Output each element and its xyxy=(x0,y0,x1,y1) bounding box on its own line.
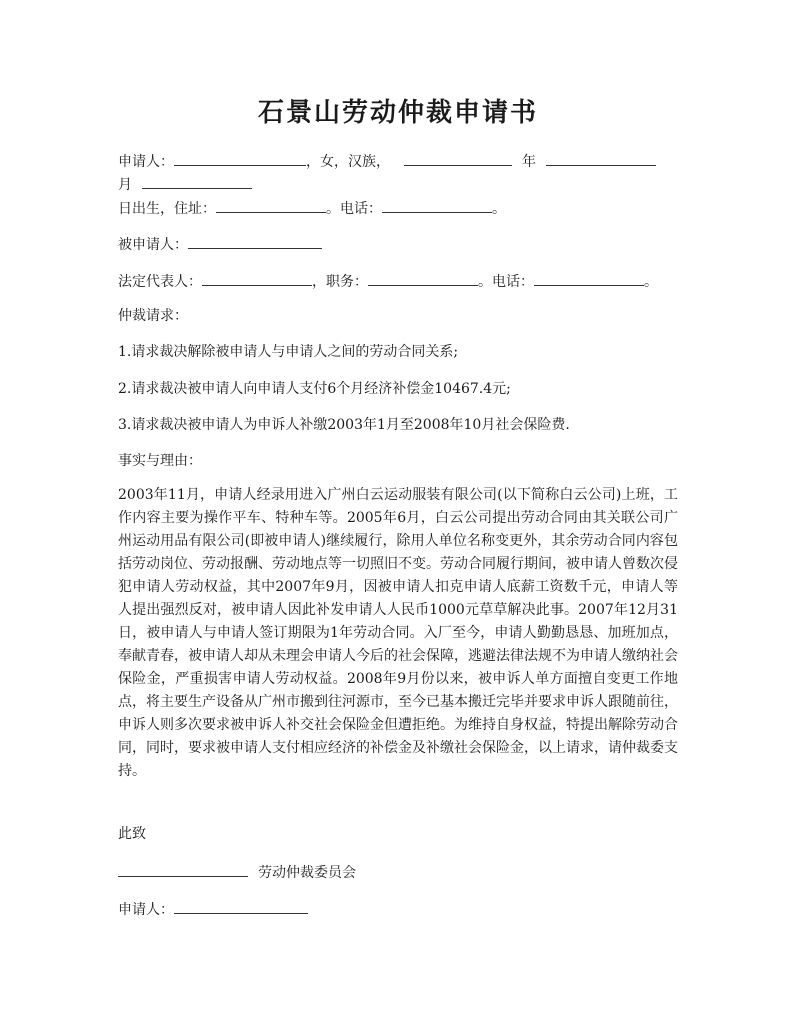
year-label: 年 xyxy=(522,154,536,170)
committee-line xyxy=(118,861,356,883)
position-label: ，职务： xyxy=(312,274,368,290)
signer-line xyxy=(118,898,308,920)
respondent-label: 被申请人： xyxy=(118,237,188,253)
legal-rep-line xyxy=(118,270,658,292)
birth-address-label: 日出生，住址： xyxy=(118,201,216,217)
claim-item: 3.请求裁决被申请人为申诉人补缴2003年1月至2008年10月社会保险费. xyxy=(118,417,570,433)
closing-to: 此致 xyxy=(118,826,146,842)
period: 。 xyxy=(644,274,658,290)
facts-body: 2003年11月，申请人经录用进入广州白云运动服装有限公司(以下简称白云公司)上班，工作内容主要为操作平车、特种车等。2005年6月，白云公司提出劳动合同由其关联公司广州运动用品有限公司(即被申请人)继续履行，除用人单位名称变更外，其余劳动合同内容包括劳动岗位、劳动报酬、劳动地点等一切照旧不变。劳动合同履行期间，被申请人曾数次侵犯申请人劳动权益，其中2007年9月，因被申请人扣克申请人底薪工资数千元，申请人等人提出强烈反对，被申请人因此补发申请人人民币1000元草草解决此事。2007年12月31日，被申请人与申请人签订期限为1年劳动合同。入厂至今，申请人勤勤恳恳、加班加点，奉献青春，被申请人却从未理会申请人今后的社会保障，逃避法律法规不为申请人缴纳社会保险金，严重损害申请人劳动权益。2008年9月份以来，被申诉人单方面擅自变更工作地点，将主要生产设备从广州市搬到往河源市，至今已基本搬迁完毕并要求申诉人跟随前往，申诉人则多次要求被申诉人补交社会保险金但遭拒绝。为维持自身权益，特提出解除劳动合同，同时，要求被申请人支付相应经济的补偿金及补缴社会保险金，以上请求，请仲裁委支持。 xyxy=(118,487,678,779)
committee-label: 劳动仲裁委员会 xyxy=(258,865,356,881)
period: 。 xyxy=(492,201,506,217)
applicant-line-2 xyxy=(118,173,252,195)
address-blank xyxy=(216,197,326,213)
legal-rep-label: 法定代表人： xyxy=(118,274,202,290)
facts-heading: 事实与理由： xyxy=(118,453,202,469)
applicant-gender: ，女，汉族， xyxy=(306,154,390,170)
birth-year-blank xyxy=(404,150,512,166)
claim-item: 1.请求裁决解除被申请人与申请人之间的劳动合同关系; xyxy=(118,344,459,360)
applicant-phone-label: 。电话： xyxy=(326,201,382,217)
applicant-phone-blank xyxy=(382,197,492,213)
month-label: 月 xyxy=(118,177,132,193)
document-title: 石景山劳动仲裁申请书 xyxy=(257,98,538,128)
legal-rep-phone-blank xyxy=(534,270,644,286)
claims-heading: 仲裁请求： xyxy=(118,308,188,324)
legal-rep-blank xyxy=(202,270,312,286)
applicant-line-3 xyxy=(118,197,506,219)
legal-rep-phone-label: 。电话： xyxy=(478,274,534,290)
signer-blank xyxy=(174,898,308,914)
birth-day-blank xyxy=(142,173,252,189)
committee-blank xyxy=(118,861,248,877)
birth-month-blank xyxy=(546,150,656,166)
position-blank xyxy=(368,270,478,286)
applicant-label: 申请人： xyxy=(118,154,174,170)
claim-item: 2.请求裁决被申请人向申请人支付6个月经济补偿金10467.4元; xyxy=(118,381,511,397)
applicant-line xyxy=(118,150,656,172)
respondent-line xyxy=(118,233,322,255)
applicant-name-blank xyxy=(174,150,306,166)
signer-label: 申请人： xyxy=(118,902,174,918)
respondent-blank xyxy=(188,233,322,249)
